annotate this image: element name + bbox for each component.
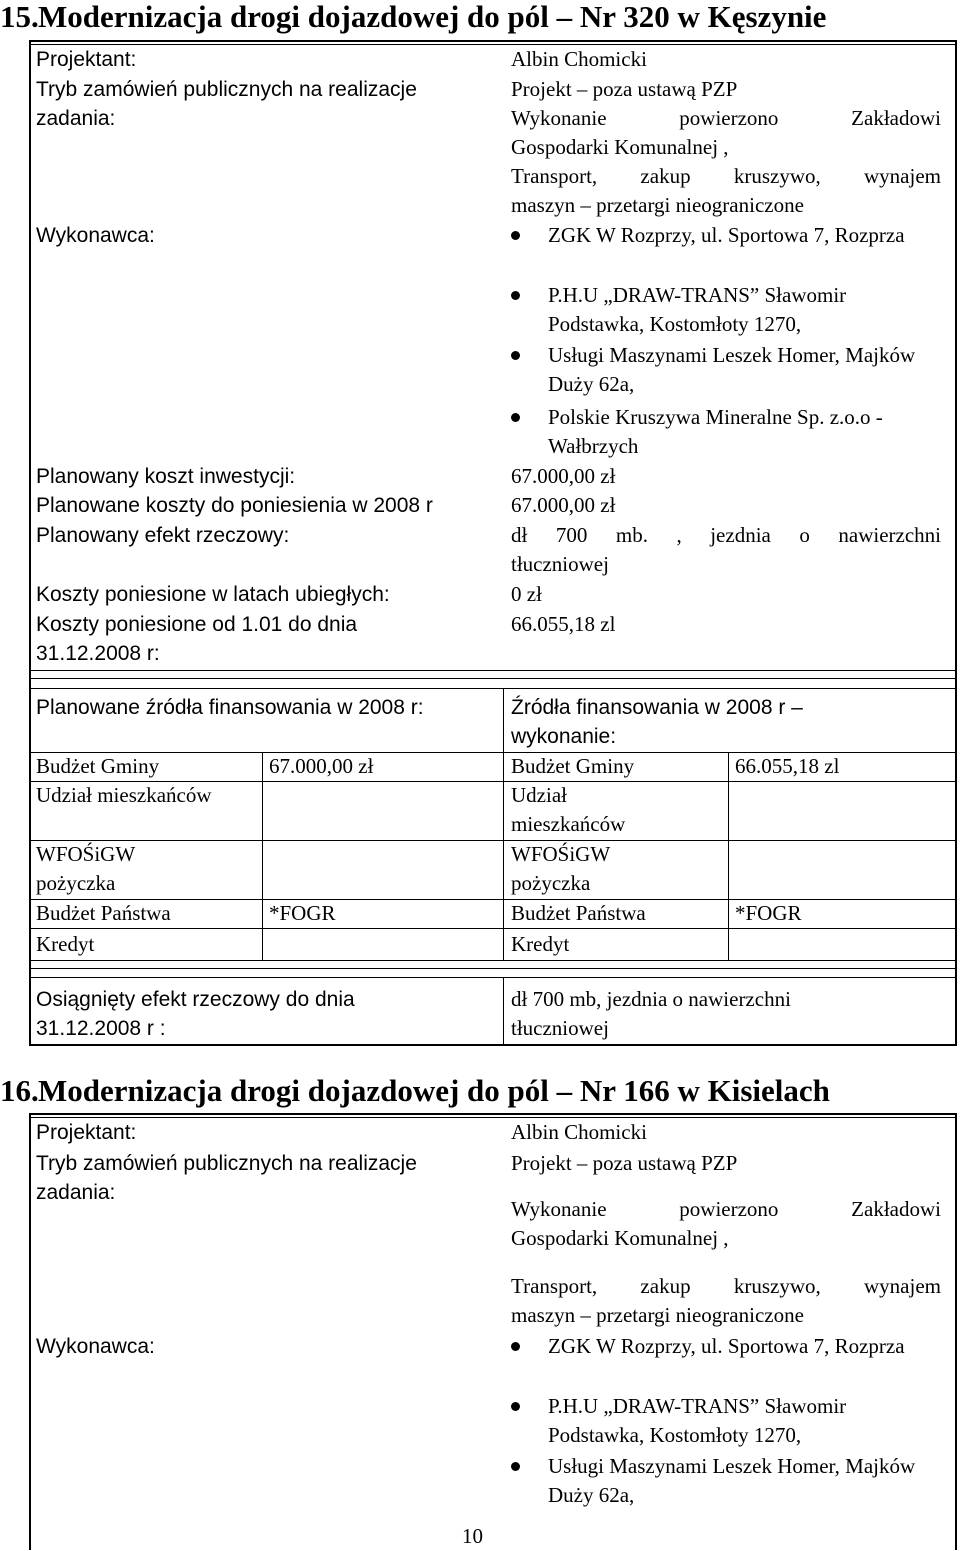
separator-rule bbox=[30, 670, 956, 671]
tryb-line-3: Gospodarki Komunalnej , bbox=[511, 1226, 729, 1250]
wykonawca-label: Wykonawca: bbox=[36, 224, 155, 247]
bullet-icon bbox=[511, 1462, 520, 1471]
zrodla-plan-label: Planowane źródła finansowania w 2008 r: bbox=[36, 696, 424, 719]
section-16-title-text: Modernizacja drogi dojazdowej do pól – Nr 166 w Kisielach bbox=[38, 1073, 830, 1108]
tryb-line-2: Wykonanie powierzono Zakładowi bbox=[511, 106, 941, 130]
fin-left-value: *FOGR bbox=[269, 901, 336, 925]
zrodla-wyk-label-1: Źródła finansowania w 2008 r – bbox=[511, 696, 803, 719]
tryb-line-5: maszyn – przetargi nieograniczone bbox=[511, 193, 804, 217]
fin-left-name: Kredyt bbox=[36, 932, 95, 956]
section-15-title bbox=[0, 0, 826, 34]
tryb-line-4: Transport, zakup kruszywo, wynajem bbox=[511, 1274, 941, 1298]
col-rule bbox=[503, 977, 504, 1046]
table-left-border bbox=[29, 1113, 31, 1550]
row-rule bbox=[30, 960, 956, 961]
separator-rule bbox=[30, 688, 956, 689]
projektant-value: Albin Chomicki bbox=[511, 47, 647, 71]
tryb-line-4: Transport, zakup kruszywo, wynajem bbox=[511, 164, 941, 188]
bullet-icon bbox=[511, 1342, 520, 1351]
planowane-koszty-label: Planowane koszty do poniesienia w 2008 r bbox=[36, 494, 433, 517]
koszty-od-label-1: Koszty poniesione od 1.01 do dnia bbox=[36, 613, 358, 636]
wykonawca-label: Wykonawca: bbox=[36, 1335, 155, 1358]
koszty-lata-value: 0 zł bbox=[511, 582, 542, 606]
row-rule bbox=[30, 928, 956, 929]
table-right-border bbox=[955, 40, 957, 1046]
section-16-title bbox=[0, 1074, 830, 1108]
projektant-label: Projektant: bbox=[36, 48, 137, 71]
section-15-title-text: Modernizacja drogi dojazdowej do pól – Nr 320 w Kęszynie bbox=[38, 0, 827, 34]
fin-left-name: Budżet Gminy bbox=[36, 754, 160, 778]
fin-right-value: *FOGR bbox=[735, 901, 802, 925]
table-bottom-border bbox=[30, 1044, 956, 1046]
fin-left-name: Budżet Państwa bbox=[36, 901, 171, 925]
planowany-efekt-line-1: dł 700 mb. , jezdnia o nawierzchni bbox=[511, 523, 941, 547]
wykonawca-text: ZGK W Rozprzy, ul. Sportowa 7, Rozprza bbox=[548, 1334, 905, 1358]
fin-left-name: Udział mieszkańców bbox=[36, 783, 212, 807]
tryb-line-5: maszyn – przetargi nieograniczone bbox=[511, 1303, 804, 1327]
projektant-value: Albin Chomicki bbox=[511, 1120, 647, 1144]
fin-right-name: Budżet Państwa bbox=[511, 901, 646, 925]
bullet-icon bbox=[511, 413, 520, 422]
zrodla-wyk-label-2: wykonanie: bbox=[511, 725, 617, 748]
planowany-efekt-label: Planowany efekt rzeczowy: bbox=[36, 524, 290, 547]
table-top-border bbox=[30, 40, 956, 42]
table-right-border bbox=[955, 1113, 957, 1550]
row-rule bbox=[30, 977, 956, 978]
row-rule bbox=[30, 968, 956, 969]
bullet-icon bbox=[511, 291, 520, 300]
planowany-koszt-value: 67.000,00 zł bbox=[511, 464, 616, 488]
fin-left-name: WFOŚiGW pożyczka bbox=[36, 842, 135, 895]
fin-right-name: Udział mieszkańców bbox=[511, 783, 626, 836]
tryb-line-2: Wykonanie powierzono Zakładowi bbox=[511, 1197, 941, 1221]
projektant-label: Projektant: bbox=[36, 1121, 137, 1144]
section-15-number: 15. bbox=[0, 0, 39, 34]
row-rule bbox=[30, 840, 956, 841]
koszty-od-value: 66.055,18 zl bbox=[511, 612, 616, 636]
page-number: 10 bbox=[462, 1524, 483, 1548]
table-top-border bbox=[30, 1113, 956, 1115]
planowany-koszt-label: Planowany koszt inwestycji: bbox=[36, 465, 296, 488]
wykonawca-text: Usługi Maszynami Leszek Homer, Majków Duży 62a, bbox=[548, 343, 916, 396]
planowane-koszty-value: 67.000,00 zł bbox=[511, 493, 616, 517]
section-16-number: 16. bbox=[0, 1073, 39, 1108]
osiagniety-value-1: dł 700 mb, jezdnia o nawierzchni bbox=[511, 987, 791, 1011]
koszty-od-label-2: 31.12.2008 r: bbox=[36, 642, 160, 665]
planowany-efekt-line-2: tłuczniowej bbox=[511, 552, 609, 576]
osiagniety-value-2: tłuczniowej bbox=[511, 1016, 609, 1040]
fin-right-value: 66.055,18 zl bbox=[735, 754, 840, 778]
tryb-line-3: Gospodarki Komunalnej , bbox=[511, 135, 729, 159]
col-rule bbox=[728, 752, 729, 960]
fin-left-value: 67.000,00 zł bbox=[269, 754, 374, 778]
tryb-label: Tryb zamówień publicznych na realizacje zadania: bbox=[36, 78, 417, 130]
fin-right-name: Kredyt bbox=[511, 932, 570, 956]
wykonawca-text: Polskie Kruszywa Mineralne Sp. z.o.o - Wałbrzych bbox=[548, 405, 883, 458]
table-left-border bbox=[29, 40, 31, 1046]
osiagniety-label-1: Osiągnięty efekt rzeczowy do dnia bbox=[36, 988, 355, 1011]
koszty-lata-label: Koszty poniesione w latach ubiegłych: bbox=[36, 583, 390, 606]
tryb-label: Tryb zamówień publicznych na realizacje zadania: bbox=[36, 1152, 417, 1204]
wykonawca-text: ZGK W Rozprzy, ul. Sportowa 7, Rozprza bbox=[548, 223, 905, 247]
col-rule bbox=[262, 752, 263, 960]
wykonawca-text: Usługi Maszynami Leszek Homer, Majków Duży 62a, bbox=[548, 1454, 916, 1507]
wykonawca-text: P.H.U „DRAW-TRANS” Sławomir Podstawka, Kostomłoty 1270, bbox=[548, 1394, 847, 1447]
separator-rule bbox=[30, 678, 956, 679]
bullet-icon bbox=[511, 231, 520, 240]
fin-right-name: Budżet Gminy bbox=[511, 754, 635, 778]
col-rule bbox=[503, 688, 504, 752]
tryb-line-1: Projekt – poza ustawą PZP bbox=[511, 77, 738, 101]
bullet-icon bbox=[511, 351, 520, 360]
fin-right-name: WFOŚiGW pożyczka bbox=[511, 842, 610, 895]
tryb-line-1: Projekt – poza ustawą PZP bbox=[511, 1151, 738, 1175]
col-rule bbox=[503, 752, 504, 960]
wykonawca-text: P.H.U „DRAW-TRANS” Sławomir Podstawka, Kostomłoty 1270, bbox=[548, 283, 847, 336]
osiagniety-label-2: 31.12.2008 r : bbox=[36, 1017, 166, 1040]
bullet-icon bbox=[511, 1402, 520, 1411]
